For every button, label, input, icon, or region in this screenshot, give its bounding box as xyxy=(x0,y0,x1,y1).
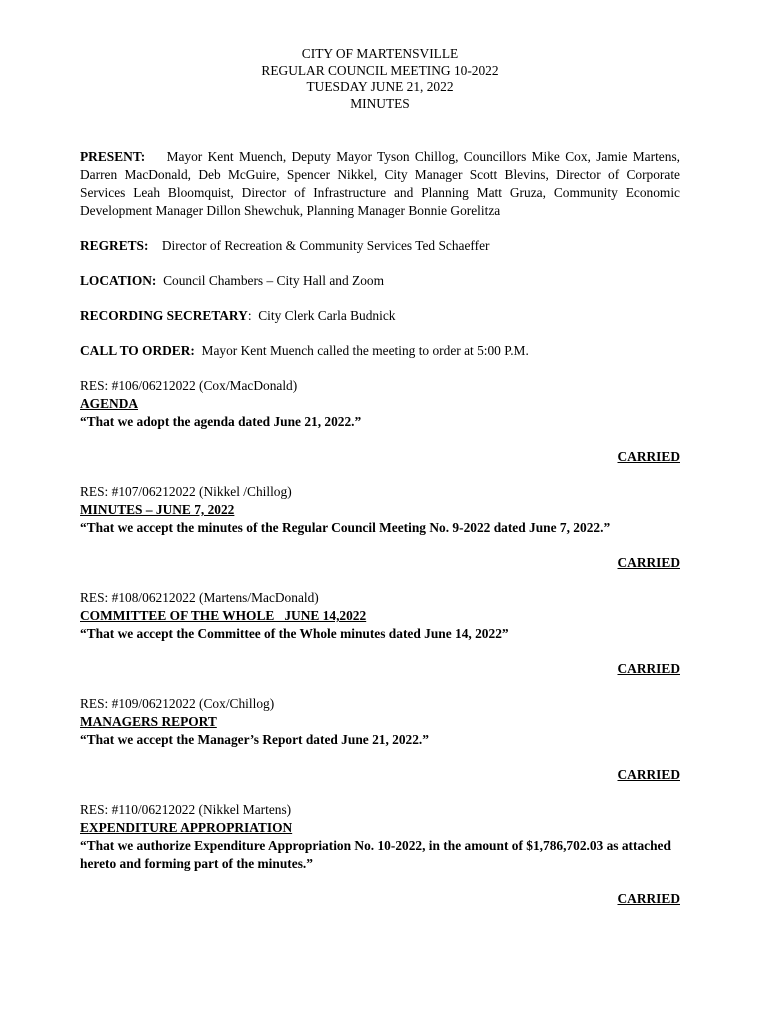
resolution-number: RES: #109/06212022 (Cox/Chillog) xyxy=(80,696,275,711)
resolution-title: AGENDA xyxy=(80,396,139,411)
location-label: LOCATION: xyxy=(80,273,157,288)
resolution-title: MINUTES – JUNE 7, 2022 xyxy=(80,502,235,517)
recording-secretary-section xyxy=(80,307,680,325)
resolution-title: COMMITTEE OF THE WHOLE JUNE 14,2022 xyxy=(80,608,367,623)
resolution-109 xyxy=(80,695,680,749)
regrets-label: REGRETS: xyxy=(80,238,149,253)
resolution-106 xyxy=(80,377,680,431)
resolution-number: RES: #110/06212022 (Nikkel Martens) xyxy=(80,802,292,817)
recording-secretary-label: RECORDING SECRETARY xyxy=(80,308,248,323)
regrets-section xyxy=(80,237,680,255)
header-date: TUESDAY JUNE 21, 2022 xyxy=(306,79,454,94)
call-to-order-label: CALL TO ORDER: xyxy=(80,343,195,358)
carried-status: CARRIED xyxy=(617,449,680,464)
resolution-title: MANAGERS REPORT xyxy=(80,714,217,729)
resolution-108 xyxy=(80,589,680,643)
location-section xyxy=(80,272,680,290)
carried-status: CARRIED xyxy=(617,767,680,782)
resolution-text: “That we adopt the agenda dated June 21, 2022.” xyxy=(80,414,362,429)
resolution-text: “That we accept the Committee of the Whole minutes dated June 14, 2022” xyxy=(80,626,509,641)
minutes-page xyxy=(80,46,680,908)
recording-secretary-colon: : xyxy=(247,308,252,323)
carried-status: CARRIED xyxy=(617,891,680,906)
header-meeting: REGULAR COUNCIL MEETING 10-2022 xyxy=(261,62,499,78)
header-city: CITY OF MARTENSVILLE xyxy=(301,46,459,61)
header-minutes: MINUTES xyxy=(350,95,410,111)
present-section xyxy=(80,148,680,220)
recording-secretary-text: City Clerk Carla Budnick xyxy=(258,308,396,323)
resolution-text: “That we accept the Manager’s Report dated June 21, 2022.” xyxy=(80,732,429,747)
present-text: Mayor Kent Muench, Deputy Mayor Tyson Chillog, Councillors Mike Cox, Jamie Martens, Darren MacDonald, Deb McGuire, Spencer Nikkel, City Manager Scott Blevins, Director of Corporate Services Leah Bloomquist, Director of Infrastructure and Planning Matt Gruza, Community Economic Development Manager Dillon Shewchuk, Planning Manager Bonnie Gorelitza xyxy=(80,149,680,218)
resolution-number: RES: #107/06212022 (Nikkel /Chillog) xyxy=(80,484,292,499)
location-text: Council Chambers – City Hall and Zoom xyxy=(163,273,385,288)
resolution-107 xyxy=(80,483,680,537)
resolution-number: RES: #108/06212022 (Martens/MacDonald) xyxy=(80,590,319,605)
call-to-order-text: Mayor Kent Muench called the meeting to order at 5:00 P.M. xyxy=(201,343,529,358)
carried-status: CARRIED xyxy=(617,661,680,676)
resolution-110 xyxy=(80,801,680,873)
document-header xyxy=(80,46,680,112)
resolution-title: EXPENDITURE APPROPRIATION xyxy=(80,820,293,835)
present-label: PRESENT: xyxy=(80,149,146,164)
resolution-number: RES: #106/06212022 (Cox/MacDonald) xyxy=(80,378,298,393)
regrets-text: Director of Recreation & Community Services Ted Schaeffer xyxy=(161,238,490,253)
resolution-text: “That we authorize Expenditure Appropriation No. 10-2022, in the amount of $1,786,702.03 as attached hereto and forming part of the minutes.” xyxy=(80,838,671,871)
call-to-order-section xyxy=(80,342,680,360)
carried-status: CARRIED xyxy=(617,555,680,570)
resolution-text: “That we accept the minutes of the Regular Council Meeting No. 9-2022 dated June 7, 2022.” xyxy=(80,520,611,535)
